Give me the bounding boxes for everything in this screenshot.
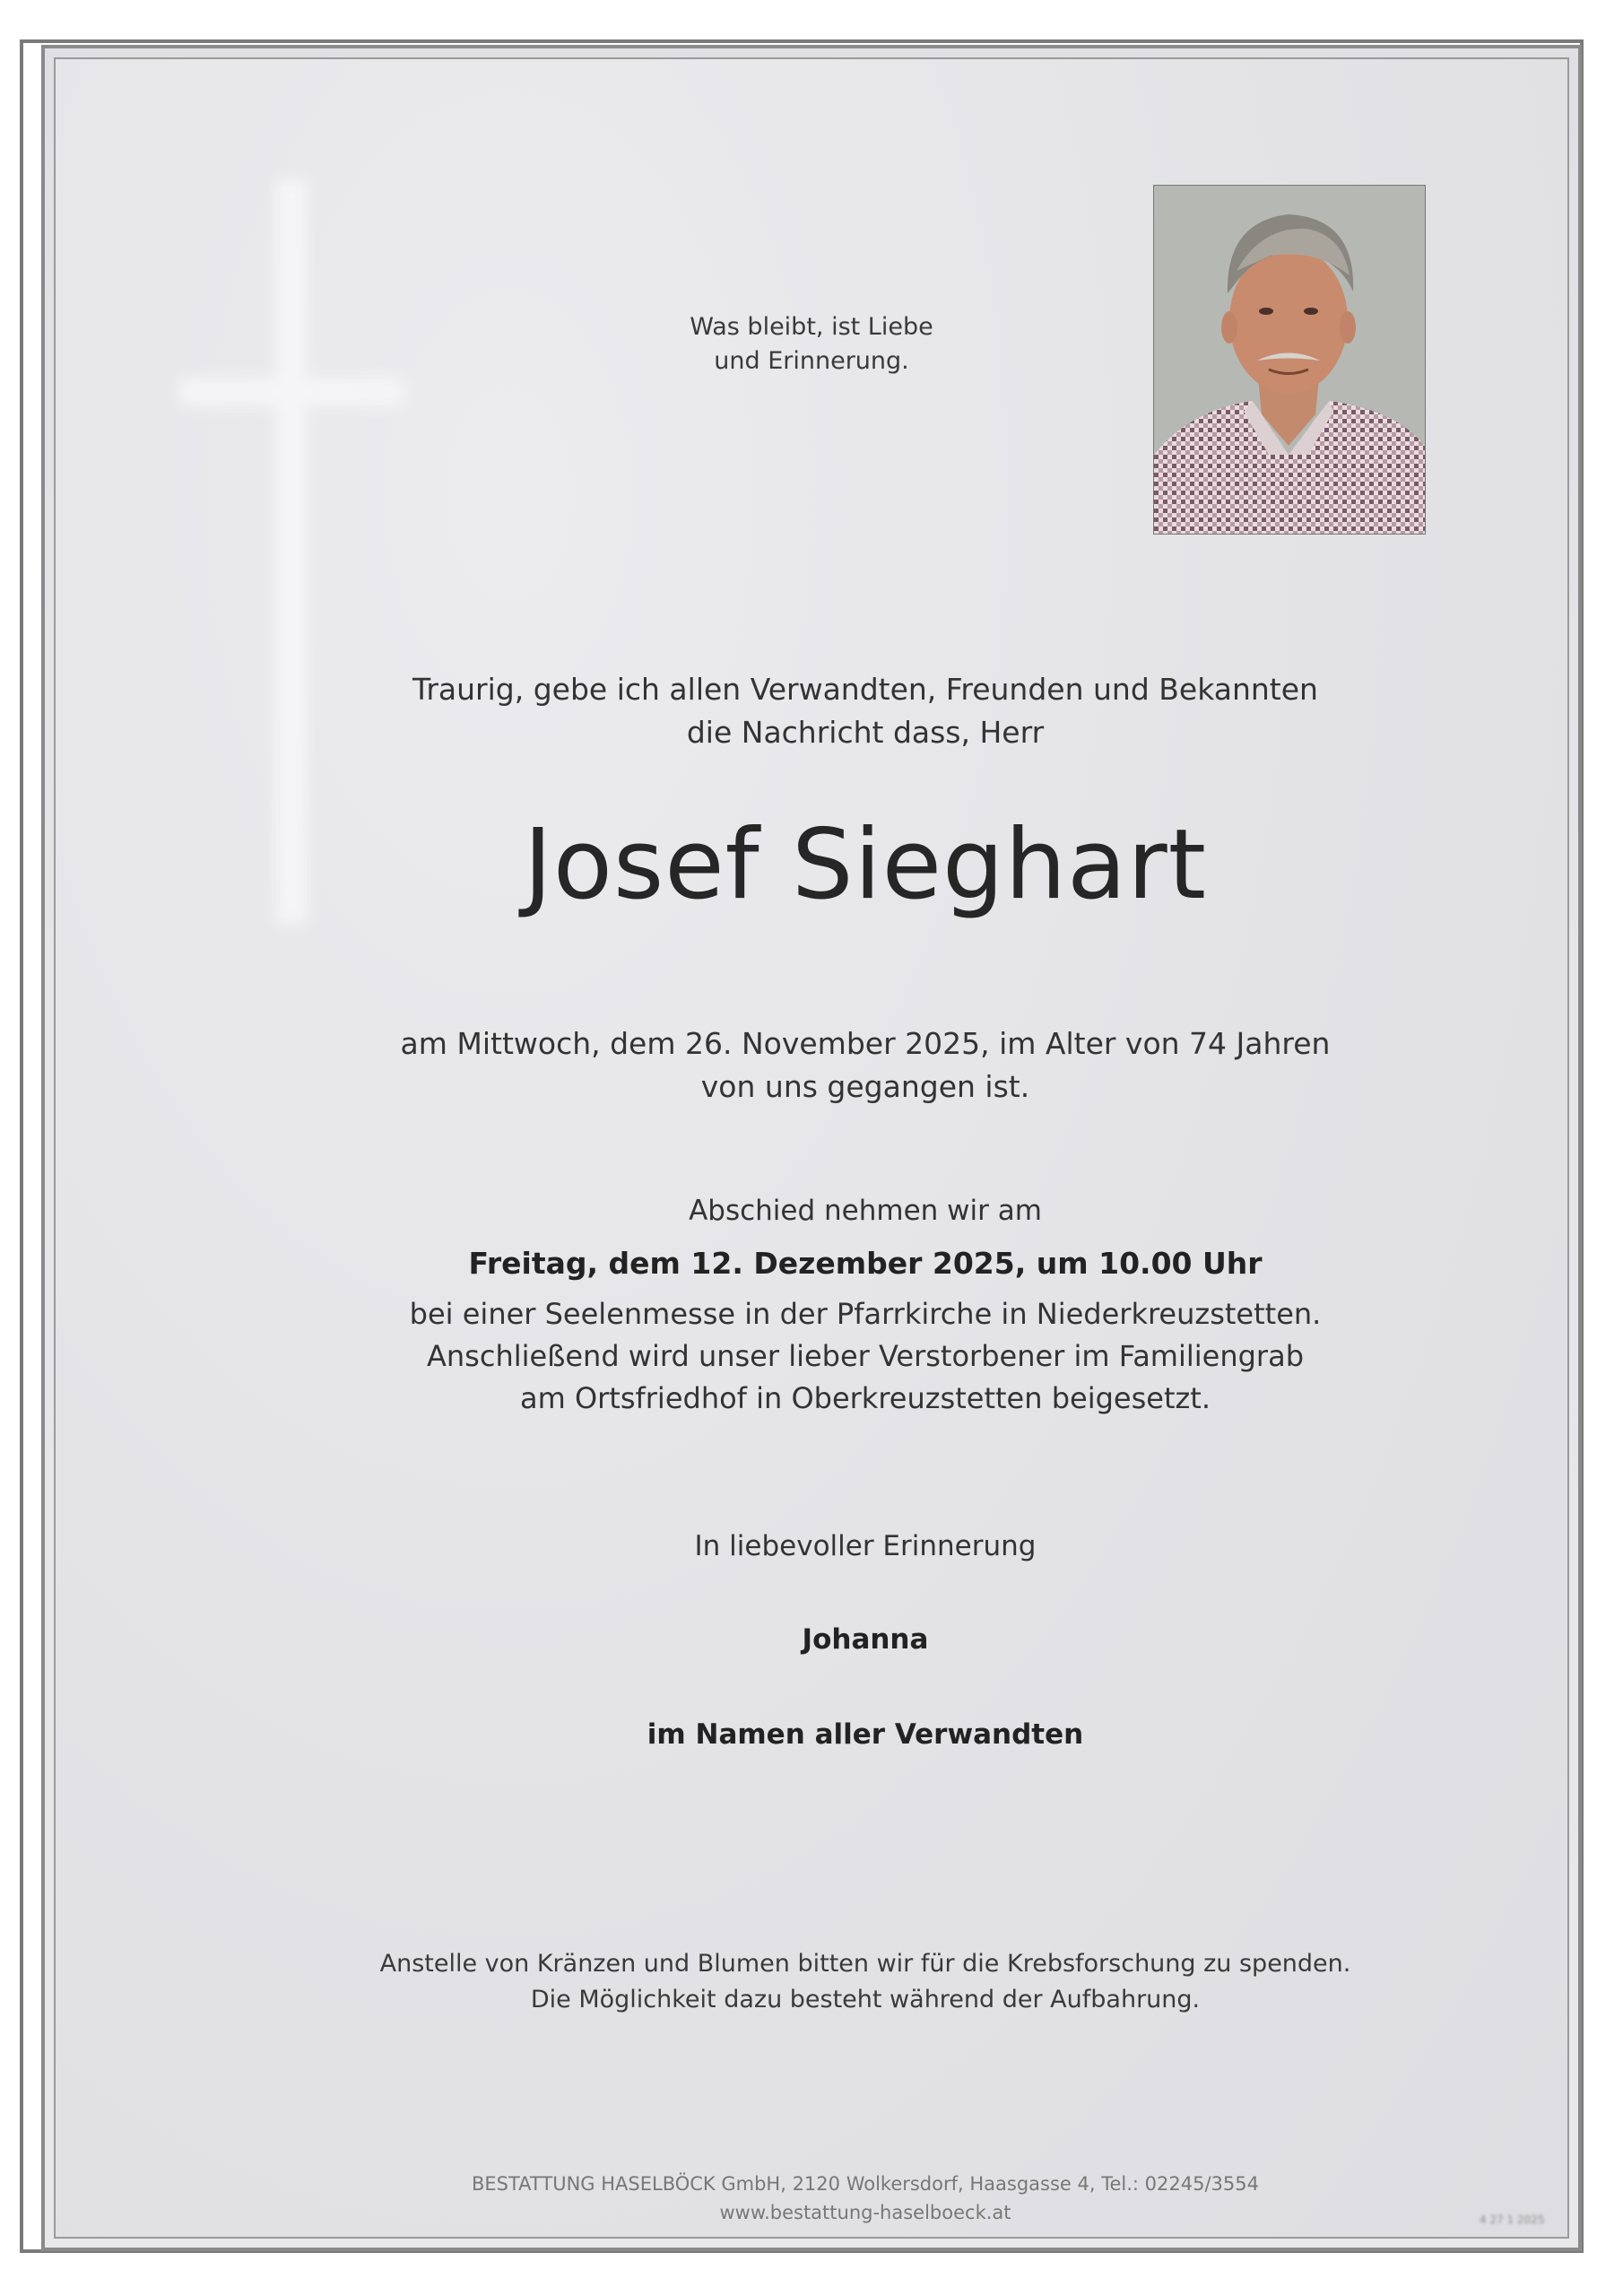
farewell-intro: Abschied nehmen wir am [689,1195,1042,1227]
print-stamp: 4 27 1 2025 [1480,2213,1545,2226]
signer-note: im Namen aller Verwandten [647,1718,1084,1751]
deceased-name: Josef Sieghart [524,809,1207,921]
service-details-line-1: bei einer Seelenmesse in der Pfarrkirche in Niederkreuzstetten. [409,1297,1322,1331]
intro-text [54,668,1623,754]
service-details-line-3: am Ortsfriedhof in Oberkreuzstetten beigesetzt. [519,1381,1211,1415]
motto [0,310,1623,378]
memory-line: In liebevoller Erinnerung [694,1530,1037,1562]
intro-line-2: die Nachricht dass, Herr [686,715,1045,750]
motto-line-2: und Erinnerung. [714,347,909,375]
service-date: Freitag, dem 12. Dezember 2025, um 10.00 Uhr [468,1246,1263,1281]
death-notice-line-2: von uns gegangen ist. [700,1069,1030,1104]
donation-line-1: Anstelle von Kränzen und Blumen bitten wir für die Krebsforschung zu spenden. [379,1950,1351,1978]
donation-note [54,1946,1623,2018]
service-details-line-2: Anschließend wird unser lieber Verstorbener im Familiengrab [427,1339,1304,1373]
footer-website: www.bestattung-haselboeck.at [719,2202,1011,2223]
motto-line-1: Was bleibt, ist Liebe [690,313,933,341]
intro-line-1: Traurig, gebe ich allen Verwandten, Freunden und Bekannten [412,672,1318,707]
death-notice [54,1022,1623,1109]
service-details [54,1293,1623,1420]
footer-address: BESTATTUNG HASELBÖCK GmbH, 2120 Wolkersdorf, Haasgasse 4, Tel.: 02245/3554 [471,2173,1259,2195]
death-notice-line-1: am Mittwoch, dem 26. November 2025, im Alter von 74 Jahren [400,1026,1331,1061]
donation-line-2: Die Möglichkeit dazu besteht während der Aufbahrung. [530,1986,1201,2013]
funeral-home-footer [54,2170,1623,2227]
signer-name: Johanna [802,1623,929,1656]
